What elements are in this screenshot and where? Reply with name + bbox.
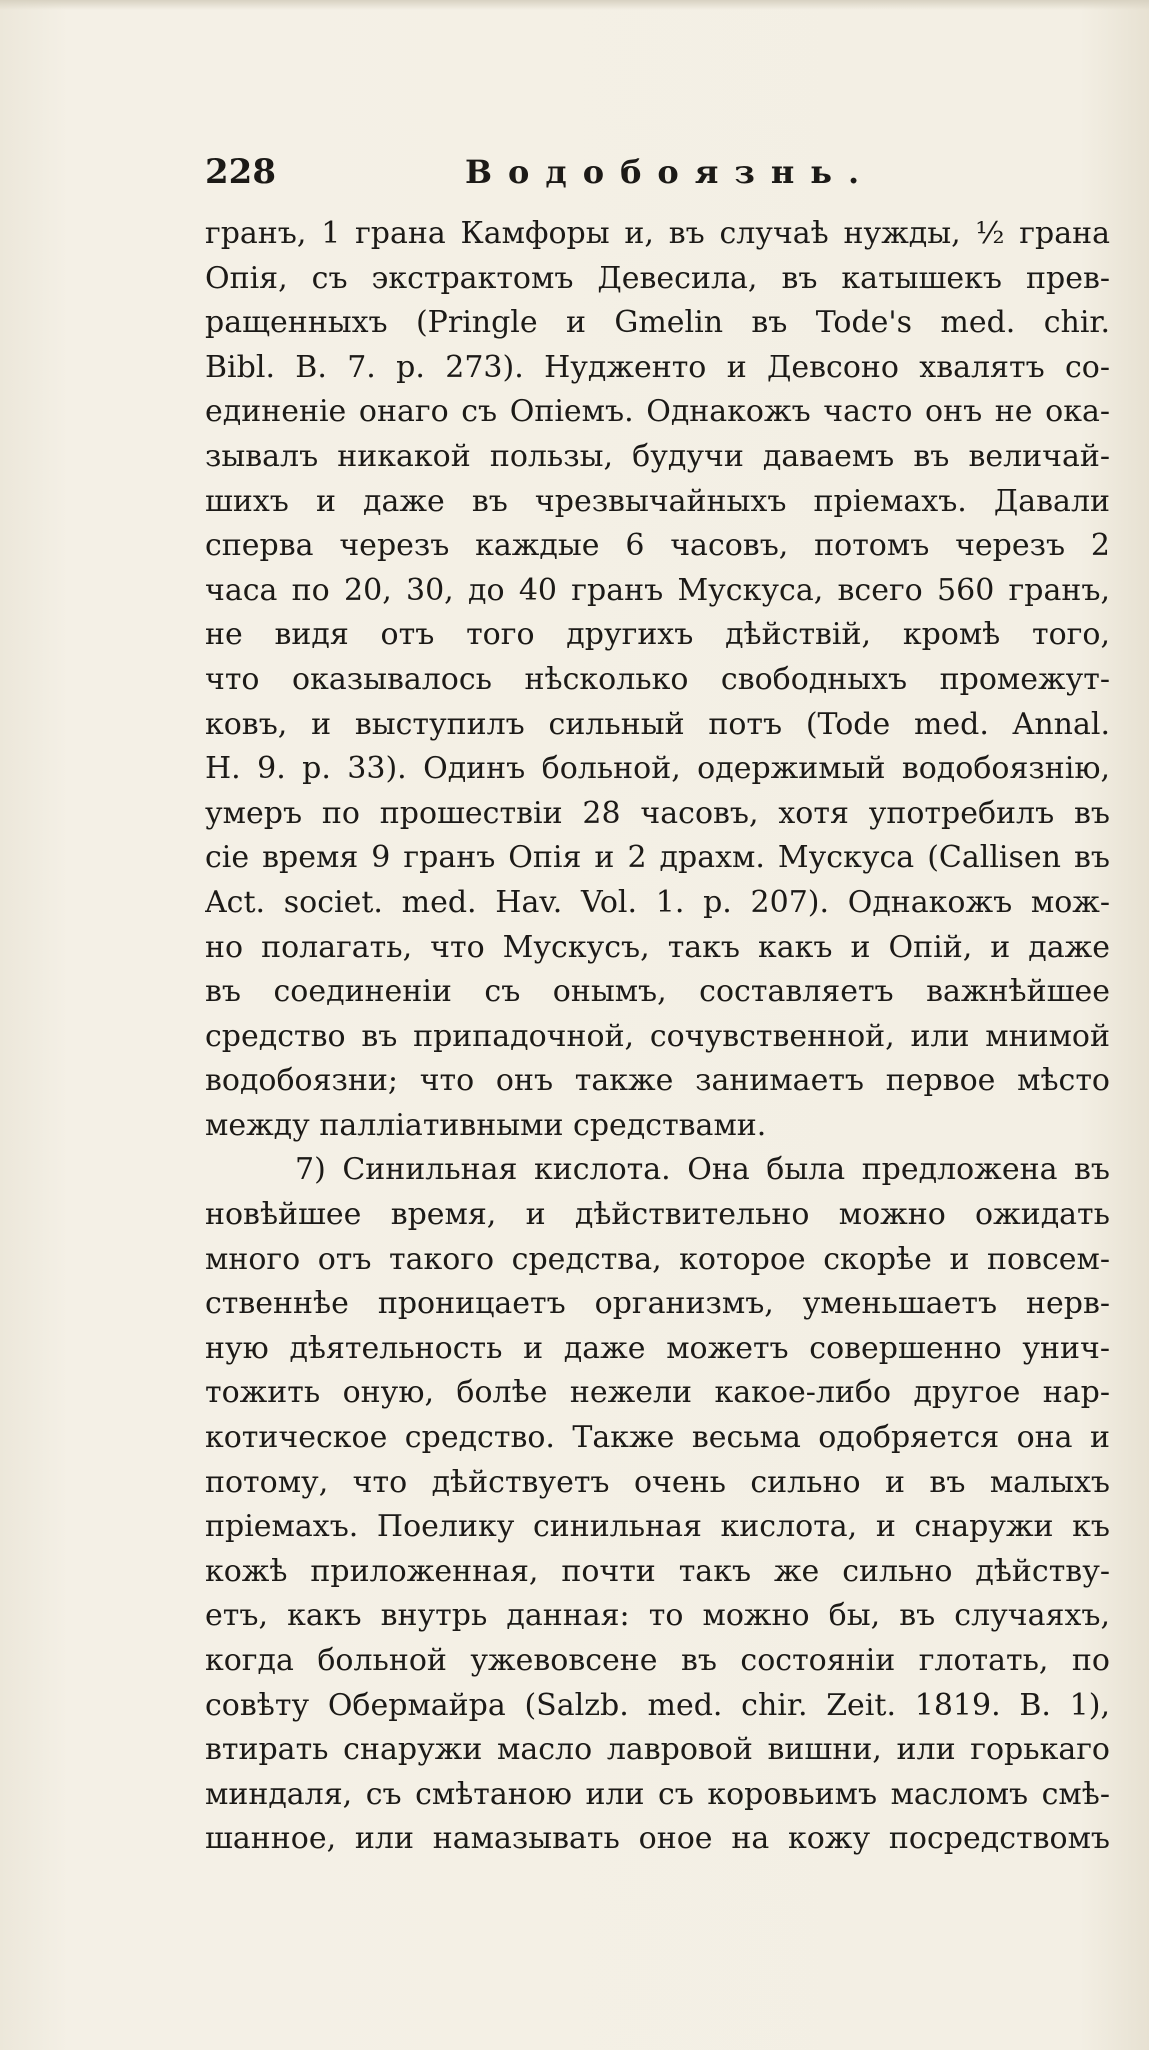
text-line: много отъ такого средства, которое скорѣе и повсем- xyxy=(205,1241,1110,1277)
running-head xyxy=(205,150,1105,194)
text-line: ственнѣе проницаетъ организмъ, уменьшаетъ нерв- xyxy=(205,1286,1110,1322)
text-line: потому, что дѣйствуетъ очень сильно и въ малыхъ xyxy=(205,1464,1110,1500)
text-line: средство въ припадочной, сочувственной, или мнимой xyxy=(205,1018,1110,1054)
text-line: гранъ, 1 грана Камфоры и, въ случаѣ нужды, ½ грана xyxy=(205,216,1110,251)
text-line: пріемахъ. Поелику синильная кислота, и снаружи къ xyxy=(205,1509,1110,1545)
text-line: новѣйшее время, и дѣйствительно можно ожидать xyxy=(205,1197,1110,1233)
page-number: 228 xyxy=(205,152,276,192)
text-line: сперва черезъ каждые 6 часовъ, потомъ черезъ 2 xyxy=(205,528,1110,564)
page-top-edge xyxy=(0,0,1149,10)
text-line: не видя отъ того другихъ дѣйствій, кромѣ того, xyxy=(205,617,1110,653)
text-line: часа по 20, 30, до 40 гранъ Мускуса, всего 560 гранъ, xyxy=(205,572,1110,608)
text-line: совѣту Обермайра (Salzb. med. chir. Zeit. 1819. B. 1), xyxy=(205,1687,1110,1723)
text-line: когда больной ужевовсене въ состояніи глотать, по xyxy=(205,1643,1110,1678)
text-line: сіе время 9 гранъ Опія и 2 драхм. Мускуса (Callisen въ xyxy=(205,840,1110,876)
text-line: котическое средство. Также весьма одобряется она и xyxy=(205,1420,1110,1456)
text-line: шихъ и даже въ чрезвычайныхъ пріемахъ. Давали xyxy=(205,483,1110,519)
text-line: ную дѣятельность и даже можетъ совершенно унич- xyxy=(205,1330,1110,1366)
body-text xyxy=(205,212,1110,1862)
running-title: Водобоязнь. xyxy=(465,153,876,191)
text-line: кожѣ приложенная, почти такъ же сильно дѣйству- xyxy=(205,1553,1110,1589)
text-line: ращенныхъ (Pringle и Gmelin въ Tode's med. chir. xyxy=(205,305,1110,341)
text-line: втирать снаружи масло лавровой вишни, или горькаго xyxy=(205,1732,1110,1768)
text-line: Опія, съ экстрактомъ Девесила, въ катышекъ прев- xyxy=(205,260,1110,296)
text-line: H. 9. p. 33). Одинъ больной, одержимый водобоязнію, xyxy=(205,751,1110,787)
text-line: ковъ, и выступилъ сильный потъ (Tode med. Annal. xyxy=(205,706,1110,742)
text-line: что оказывалось нѣсколько свободныхъ промежут- xyxy=(205,661,1110,697)
text-line: Bibl. B. 7. p. 273). Нудженто и Девсоно хвалятъ со- xyxy=(205,349,1110,385)
text-line: шанное, или намазывать оное на кожу посредствомъ xyxy=(205,1821,1110,1857)
text-line: между палліативными средствами. xyxy=(205,1107,767,1143)
text-line: Act. societ. med. Hav. Vol. 1. p. 207). Однакожъ мож- xyxy=(205,884,1110,920)
text-line: 7) Синильная кислота. Она была предложена въ xyxy=(295,1152,1110,1188)
text-line: въ соединеніи съ онымъ, составляетъ важнѣйшее xyxy=(205,974,1110,1010)
text-line: етъ, какъ внутрь данная: то можно бы, въ случаяхъ, xyxy=(205,1598,1110,1634)
text-line: зывалъ никакой пользы, будучи даваемъ въ величай- xyxy=(205,438,1110,474)
text-line: водобоязни; что онъ также занимаетъ первое мѣсто xyxy=(205,1063,1110,1099)
text-line: единеніе онаго съ Опіемъ. Однакожъ часто онъ не ока- xyxy=(205,394,1110,430)
text-line: но полагать, что Мускусъ, такъ какъ и Опій, и даже xyxy=(205,929,1110,965)
text-line: умеръ по прошествіи 28 часовъ, хотя употребилъ въ xyxy=(205,795,1110,831)
text-line: тожить оную, болѣе нежели какое-либо другое нар- xyxy=(205,1375,1110,1411)
text-line: миндаля, съ смѣтаною или съ коровьимъ масломъ смѣ- xyxy=(205,1776,1110,1812)
